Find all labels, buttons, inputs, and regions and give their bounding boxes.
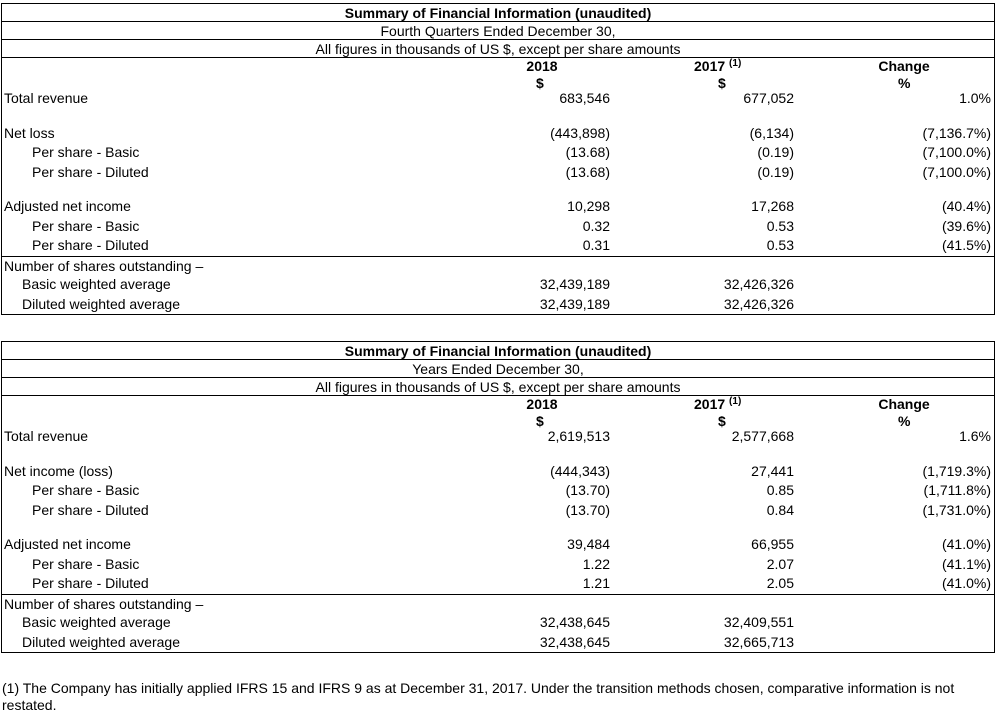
quarterly-summary-table — [1, 3, 995, 315]
table-row-adj-basic: Per share - Basic 0.32 0.53 (39.6%) — [32, 217, 991, 234]
table-row-diluted-weighted-average: Diluted weighted average 32,439,189 32,426,326 — [22, 295, 794, 312]
spacer — [2, 520, 994, 535]
spacer — [2, 182, 994, 197]
table-row-total-revenue: Total revenue 2,619,513 2,577,668 1.6% — [4, 428, 991, 444]
table-period: Years Ended December 30, — [2, 360, 994, 378]
table-row-basic-weighted-average: Basic weighted average 32,439,189 32,426,326 — [22, 276, 794, 292]
table-row-adjusted-net-income: Adjusted net income 39,484 66,955 (41.0%) — [4, 536, 991, 552]
table-row-total-revenue: Total revenue 683,546 677,052 1.0% — [4, 90, 991, 106]
unit-2017: $ — [718, 75, 726, 91]
table-note: All figures in thousands of US $, except per share amounts — [2, 40, 994, 58]
table-row-adjusted-net-income: Adjusted net income 10,298 17,268 (40.4%) — [4, 198, 991, 214]
col-header-2018: 2018 — [526, 396, 558, 412]
table-title: Summary of Financial Information (unaudited) — [2, 4, 994, 22]
footnote-ref: (1) — [729, 58, 742, 69]
table-row-diluted-weighted-average: Diluted weighted average 32,438,645 32,665,713 — [22, 633, 794, 650]
spacer — [2, 109, 994, 124]
column-header-row — [2, 396, 994, 413]
unit-2017: $ — [718, 413, 726, 429]
unit-change: % — [898, 413, 911, 429]
table-row-net-loss: Net loss (443,898) (6,134) (7,136.7%) — [4, 124, 991, 141]
table-row-adj-diluted: Per share - Diluted 0.31 0.53 (41.5%) — [32, 237, 991, 253]
footnote-ref: (1) — [729, 396, 742, 407]
table-row-adj-basic: Per share - Basic 1.22 2.07 (41.1%) — [32, 555, 991, 572]
col-header-change: Change — [878, 396, 930, 412]
table-row-adj-diluted: Per share - Diluted 1.21 2.05 (41.0%) — [32, 575, 991, 591]
table-row-shares-header: Number of shares outstanding – — [2, 594, 994, 614]
table-row-net-diluted: Per share - Diluted (13.68) (0.19) (7,100.0%) — [32, 163, 991, 180]
table-row-shares-header: Number of shares outstanding – — [2, 256, 994, 276]
annual-summary-table — [1, 341, 995, 653]
table-row-net-basic: Per share - Basic (13.68) (0.19) (7,100.0%) — [32, 144, 991, 160]
spacer — [2, 447, 994, 462]
table-row-net-diluted: Per share - Diluted (13.70) 0.84 (1,731.0%) — [32, 501, 991, 518]
col-header-change: Change — [878, 58, 930, 74]
table-title: Summary of Financial Information (unaudited) — [2, 342, 994, 360]
table-row-basic-weighted-average: Basic weighted average 32,438,645 32,409,551 — [22, 614, 794, 630]
col-header-2017: 2017 $^{(1)}$ — [694, 396, 742, 412]
col-header-2017: 2017 $^{(1)}$ — [694, 58, 742, 74]
table-row-net-income-loss: Net income (loss) (444,343) 27,441 (1,719.3%) — [4, 462, 991, 479]
unit-2018: $ — [536, 75, 544, 91]
table-note: All figures in thousands of US $, except per share amounts — [2, 378, 994, 396]
unit-2018: $ — [536, 413, 544, 429]
column-header-row — [2, 58, 994, 75]
footnote: (1) The Company has initially applied IFRS 15 and IFRS 9 as at December 31, 2017. Under the transition methods chosen, comparative information is not restated. — [2, 680, 955, 713]
unit-change: % — [898, 75, 911, 91]
col-header-2018: 2018 — [526, 58, 558, 74]
table-row-net-basic: Per share - Basic (13.70) 0.85 (1,711.8%) — [32, 482, 991, 498]
table-period: Fourth Quarters Ended December 30, — [2, 22, 994, 40]
